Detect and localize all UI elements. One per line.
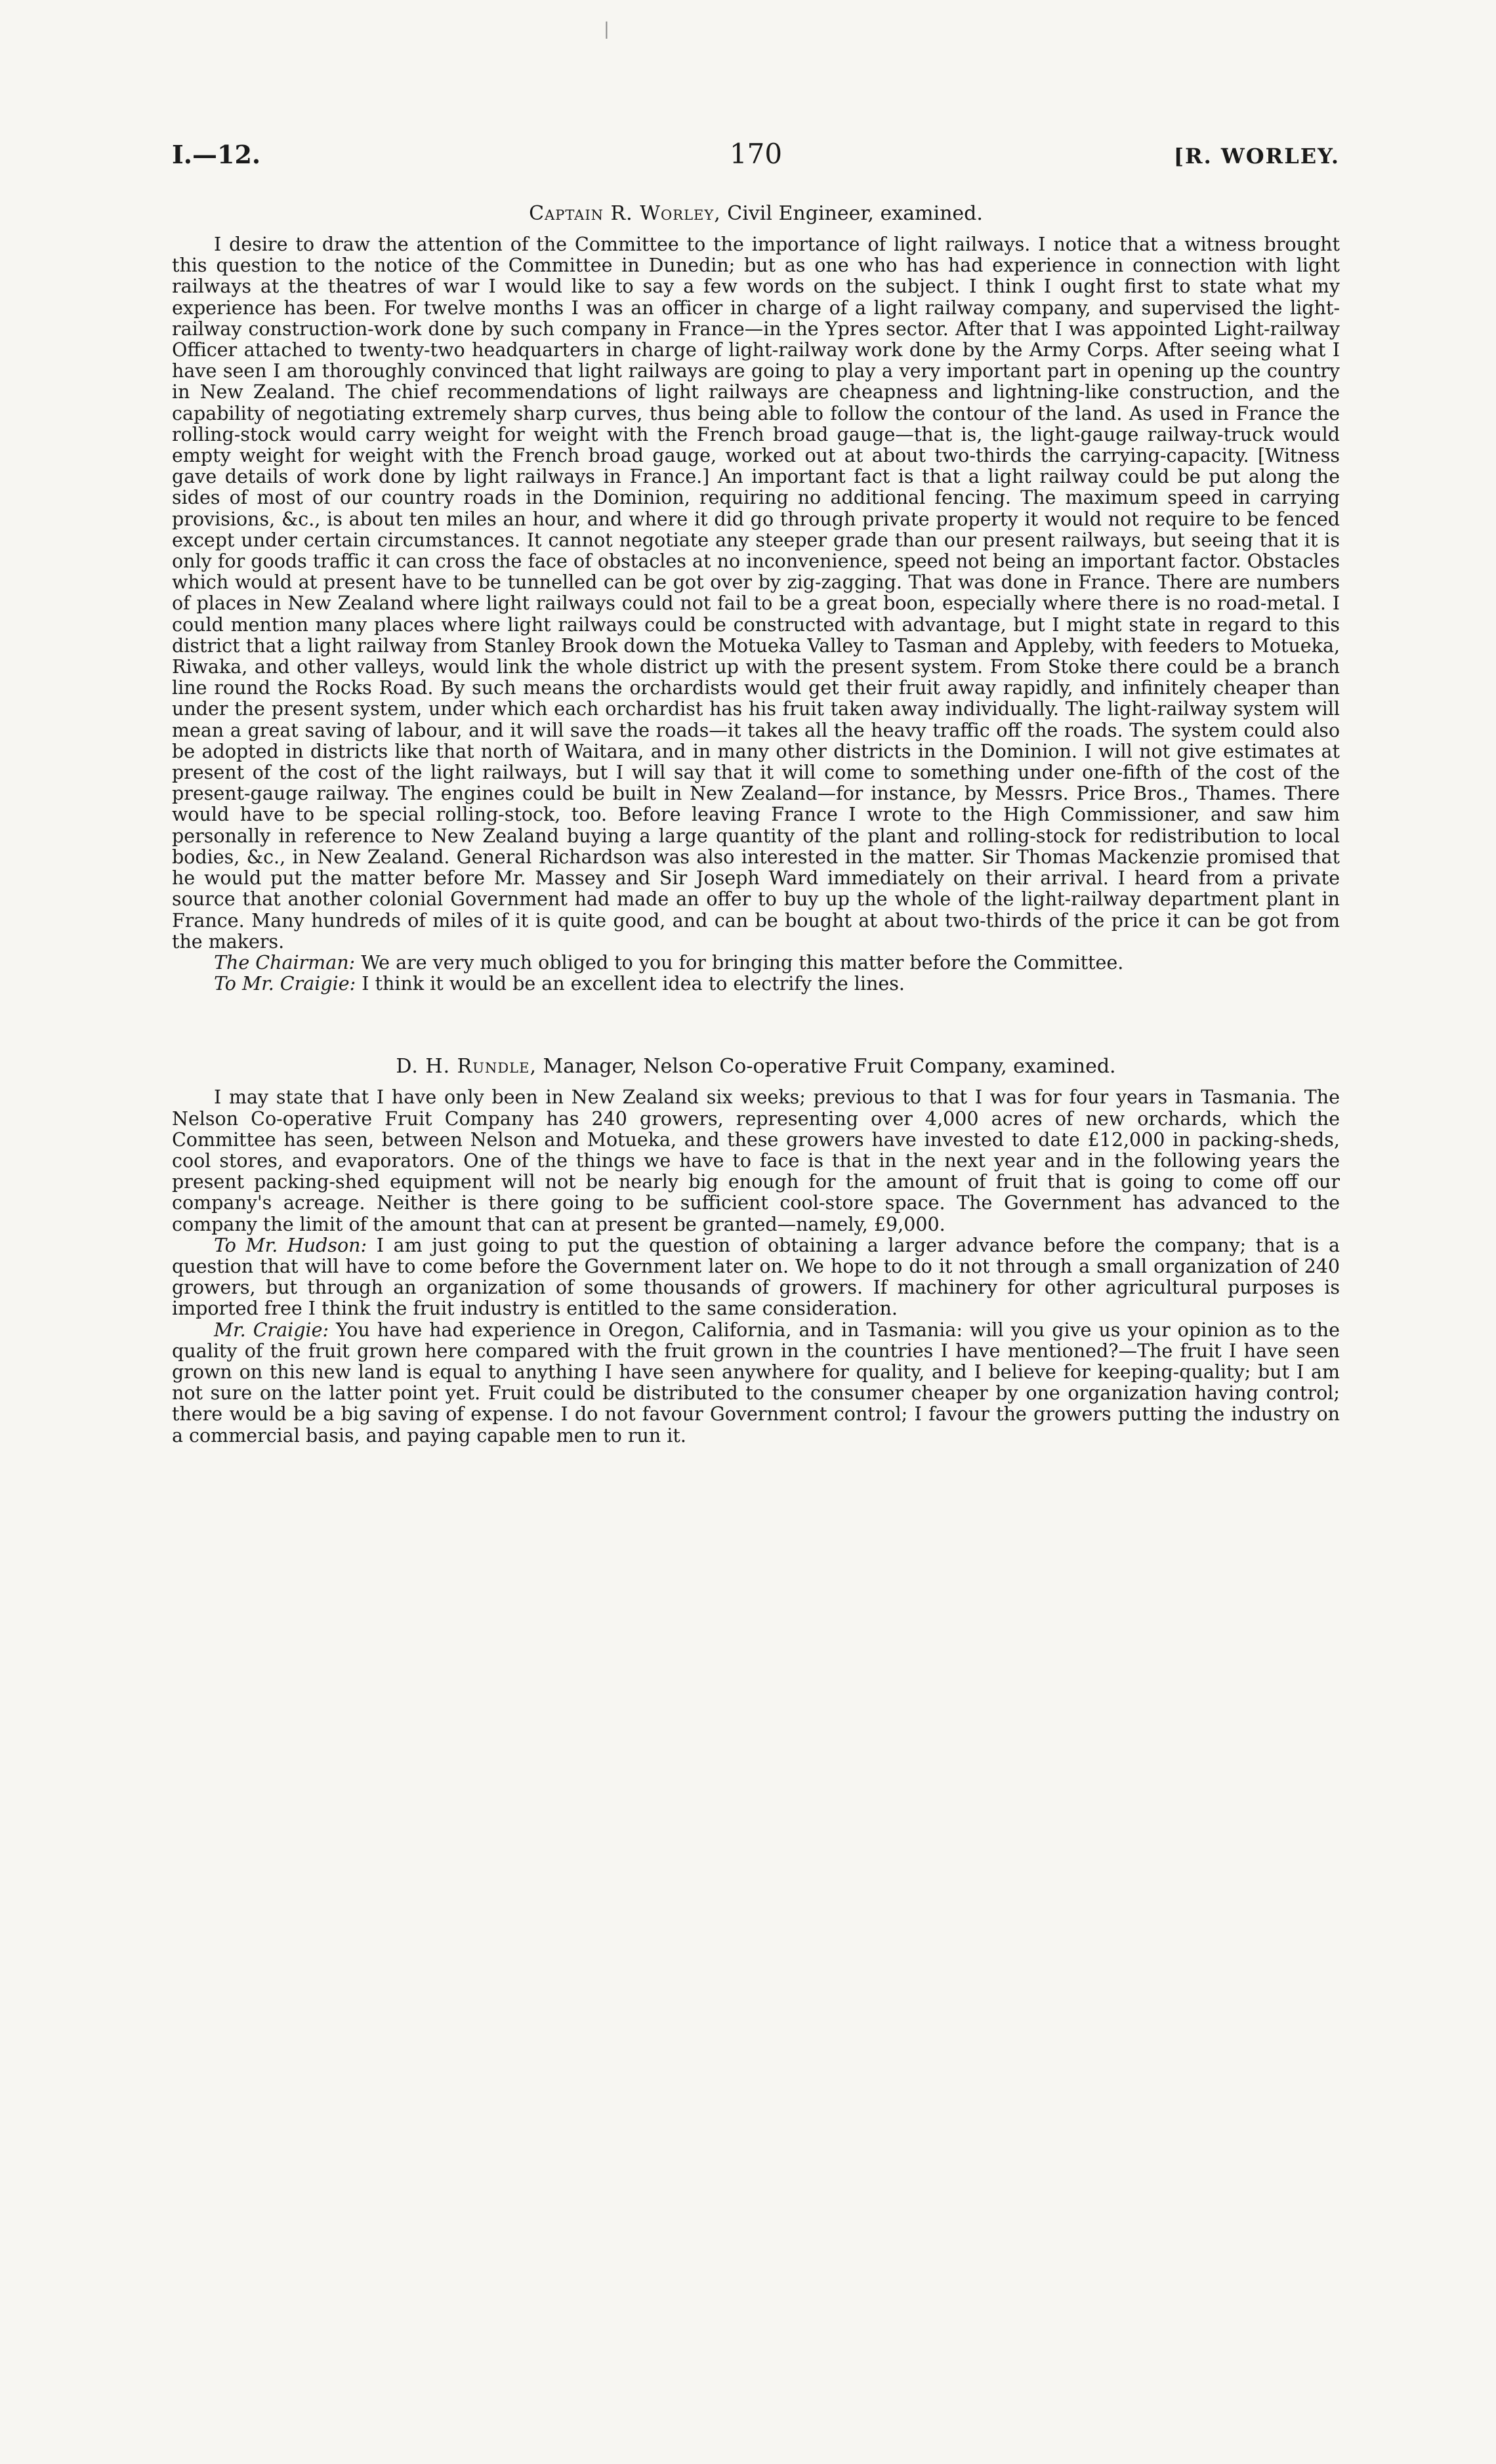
witness-role: Manager, Nelson Co-operative Fruit Company, examined. xyxy=(536,1055,1116,1078)
speaker-label: Mr. Craigie: xyxy=(214,1319,329,1341)
speaker-label: To Mr. Hudson: xyxy=(214,1234,367,1256)
witness-name: D. H. Rundle, xyxy=(396,1055,537,1078)
section-spacer xyxy=(172,995,1340,1037)
testimony-paragraph xyxy=(172,1320,1340,1447)
witness-heading-rundle xyxy=(172,1055,1340,1078)
paragraph-text: We are very much obliged to you for bringing this matter before the Committee. xyxy=(355,951,1124,974)
page-header xyxy=(172,138,1340,184)
testimony-paragraph xyxy=(172,974,1340,995)
witness-heading-worley xyxy=(172,202,1340,225)
speaker-label: The Chairman: xyxy=(214,951,356,974)
margin-mark: | xyxy=(604,20,610,39)
paragraph-text: I may state that I have only been in New Zealand six weeks; previous to that I was for four years in Tasmania. The Nelson Co-operative Fruit Company has 240 growers, representing over 4,000 acres of new orchards, which the Committee has seen, between Nelson and Motueka, and these growers have invested to date £12,000 in packing-sheds, cool stores, and evaporators. One of the things we have to face is that in the next year and in the following years the present packing-shed equipment will not be nearly big enough for the amount of fruit that is going to come off our company's acreage. Neither is there going to be sufficient cool-store space. The Government has advanced to the company the limit of the amount that can at present be granted—namely, £9,000. xyxy=(172,1086,1340,1235)
testimony-paragraph xyxy=(172,953,1340,974)
header-document-reference: I.—12. xyxy=(172,140,261,169)
paragraph-text: I desire to draw the attention of the Committee to the importance of light railways. I notice that a witness brought this question to the notice of the Committee in Dunedin; but as one who has had experience in connection with light railways at the theatres of war I would like to say a few words on the subject. I think I ought first to state what my experience has been. For twelve months I was an officer in charge of a light railway company, and supervised the light-railway construction-work done by such company in France—in the Ypres sector. After that I was appointed Light-railway Officer attached to twenty-two headquarters in charge of light-railway work done by the Army Corps. After seeing what I have seen I am thoroughly convinced that light railways are going to play a very important part in opening up the country in New Zealand. The chief recommendations of light railways are cheapness and lightning-like construction, and the capability of negotiating extremely sharp curves, thus being able to follow the contour of the land. As used in France the rolling-stock would carry weight for weight with the French broad gauge—that is, the light-gauge railway-truck would empty weight for weight with the French broad gauge, worked out at about two-thirds the carrying-capacity. [Witness gave details of work done by light railways in France.] An important fact is that a light railway could be put along the sides of most of our country roads in the Dominion, requiring no additional fencing. The maximum speed in carrying provisions, &c., is about ten miles an hour, and where it did go through private property it would not require to be fenced except under certain circumstances. It cannot negotiate any steeper grade than our present railways, but seeing that it is only for goods traffic it can cross the face of obstacles at no inconvenience, speed not being an important factor. Obstacles which would at present have to be tunnelled can be got over by zig-zagging. That was done in France. There are numbers of places in New Zealand where light railways could not fail to be a great boon, especially where there is no road-metal. I could mention many places where light railways could be constructed with advantage, but I might state in regard to this district that a light railway from Stanley Brook down the Motueka Valley to Tasman and Appleby, with feeders to Motueka, Riwaka, and other valleys, would link the whole district up with the present system. From Stoke there could be a branch line round the Rocks Road. By such means the orchardists would get their fruit away rapidly, and infinitely cheaper than under the present system, under which each orchardist has his fruit taken away individually. The light-railway system will mean a great saving of labour, and it will save the roads—it takes all the heavy traffic off the roads. The system could also be adopted in districts like that north of Waitara, and in many other districts in the Dominion. I will not give estimates at present of the cost of the light railways, but I will say that it will come to something under one-fifth of the cost of the present-gauge railway. The engines could be built in New Zealand—for instance, by Messrs. Price Bros., Thames. There would have to be special rolling-stock, too. Before leaving France I wrote to the High Commissioner, and saw him personally in reference to New Zealand buying a large quantity of the plant and rolling-stock for redistribution to local bodies, &c., in New Zealand. General Richardson was also interested in the matter. Sir Thomas Mackenzie promised that he would put the matter before Mr. Massey and Sir Joseph Ward immediately on their arrival. I heard from a private source that another colonial Government had made an offer to buy up the whole of the light-railway department plant in France. Many hundreds of miles of it is quite good, and can be bought at about two-thirds of the price it can be got from the makers. xyxy=(172,234,1340,953)
witness-name: Captain R. Worley, xyxy=(529,202,721,225)
speaker-label: To Mr. Craigie: xyxy=(214,973,356,995)
testimony-paragraph xyxy=(172,234,1340,953)
paragraph-text: I am just going to put the question of obtaining a larger advance before the company; that is a question that will have to come before the Government later on. We hope to do it not through a small organization of 240 growers, but through an organization of some thousands of growers. If machinery for other agricultural purposes is imported free I think the fruit industry is entitled to the same consideration. xyxy=(172,1234,1340,1320)
header-page-number: 170 xyxy=(729,138,783,170)
paragraph-text: I think it would be an excellent idea to electrify the lines. xyxy=(356,973,905,995)
paragraph-text: You have had experience in Oregon, California, and in Tasmania: will you give us your opinion as to the quality of the fruit grown here compared with the fruit grown in the countries I have mentioned?—The fruit I have seen grown on this new land is equal to anything I have seen anywhere for quality, and I believe for keeping-quality; but I am not sure on the latter point yet. Fruit could be distributed to the consumer cheaper by one organization having control; there would be a big saving of expense. I do not favour Government control; I favour the growers putting the industry on a commercial basis, and paying capable men to run it. xyxy=(172,1319,1340,1447)
document-page xyxy=(172,138,1340,1447)
testimony-paragraph xyxy=(172,1087,1340,1235)
header-witness-name: [R. WORLEY. xyxy=(1173,144,1340,169)
witness-role: Civil Engineer, examined. xyxy=(720,202,983,225)
testimony-paragraph xyxy=(172,1235,1340,1320)
